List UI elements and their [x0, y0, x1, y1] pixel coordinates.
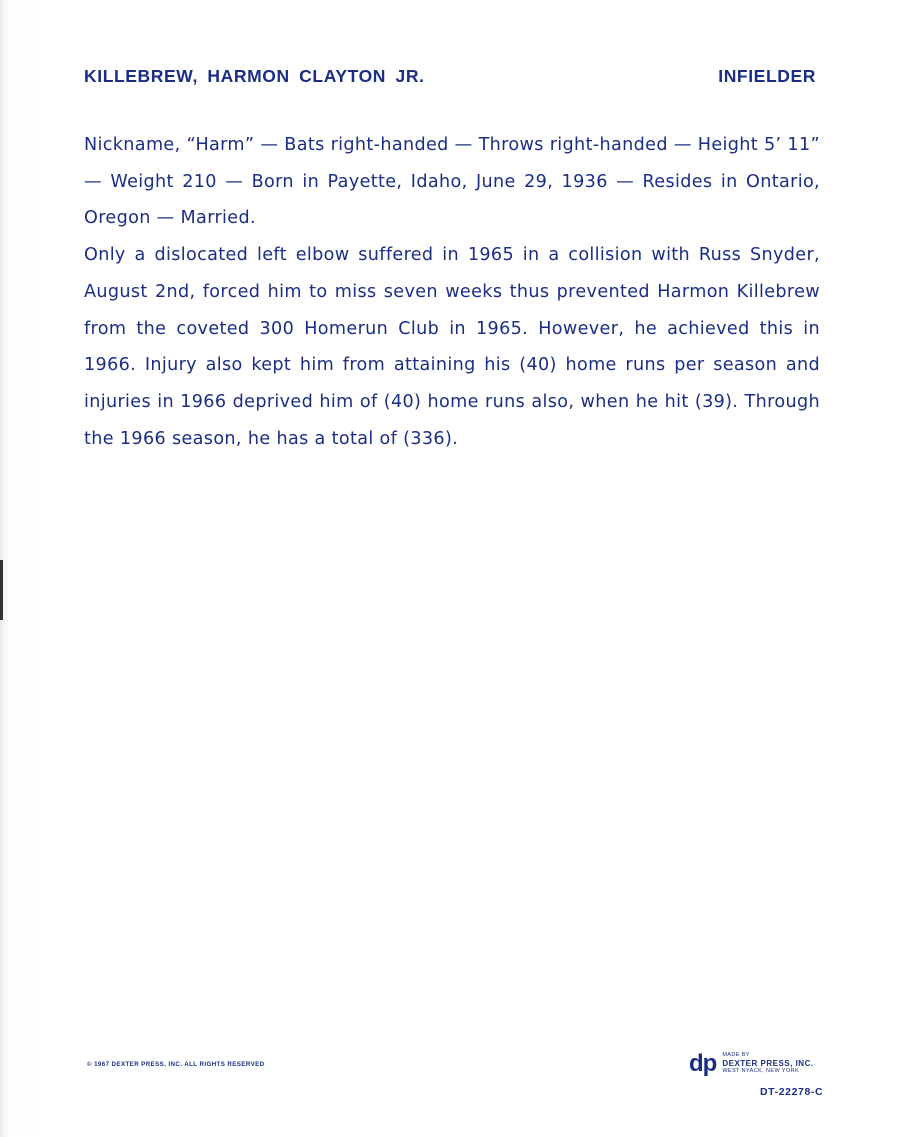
- player-position: INFIELDER: [718, 66, 816, 86]
- publisher-location: WEST NYACK, NEW YORK: [722, 1067, 800, 1074]
- made-by-label: MADE BY: [722, 1052, 750, 1058]
- card-header: [84, 66, 816, 87]
- card-code: DT-22278-C: [760, 1086, 824, 1098]
- publisher-name: DEXTER PRESS, INC.: [722, 1058, 814, 1068]
- edge-shadow: [0, 560, 3, 620]
- bio-story: Only a dislocated left elbow suffered in 1965 in a collision with Russ Snyder, August 2nd, forced him to miss seven weeks thus prevented Harmon Killebrew from the coveted 300 Homerun Club in 1965. However, he achieved this in 1966. Injury also kept him from attaining his (40) home runs per season and injuries in 1966 deprived him of (40) home runs also, when he hit (39). Through the 1966 season, he has a total of (336).: [84, 245, 820, 449]
- player-name: KILLEBREW, HARMON CLAYTON JR.: [84, 66, 425, 86]
- publisher-mark: [689, 1050, 814, 1077]
- dp-logo-icon: dp: [689, 1050, 717, 1077]
- bio-vitals: Nickname, “Harm” — Bats right-handed — Throws right-handed — Height 5’ 11” — Weight 210 — Born in Payette, Idaho, June 29, 1936 — Resides in Ontario, Oregon — Married.: [84, 135, 820, 229]
- copyright-notice: © 1967 DEXTER PRESS, INC. ALL RIGHTS RESERVED: [87, 1061, 265, 1068]
- player-bio: [84, 127, 820, 457]
- publisher-info: [722, 1053, 813, 1074]
